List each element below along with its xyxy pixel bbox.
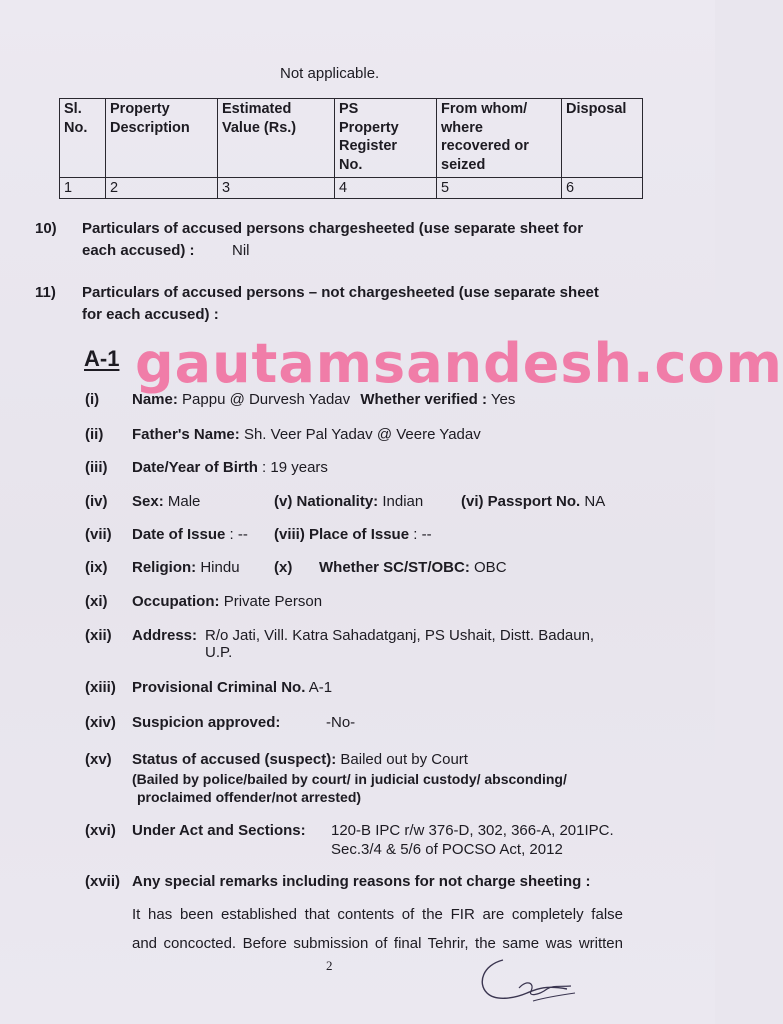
table-row bbox=[60, 178, 643, 199]
item-act-sections-line1: 120-B IPC r/w 376-D, 302, 366-A, 201IPC. bbox=[331, 822, 614, 839]
item-number: (xi) bbox=[85, 593, 108, 610]
table-cell: 4 bbox=[335, 178, 437, 199]
header-from-whom: From whom/ where recovered or seized bbox=[437, 99, 562, 178]
table-cell: 3 bbox=[218, 178, 335, 199]
header-disposal: Disposal bbox=[562, 99, 643, 178]
item-suspicion-value: -No- bbox=[326, 714, 356, 731]
section-10-label: each accused) : bbox=[82, 242, 195, 259]
item-date-of-issue: Date of Issue : -- bbox=[132, 526, 248, 543]
item-name: Name: Pappu @ Durvesh Yadav Whether verified : Yes bbox=[132, 391, 516, 408]
table-cell: 2 bbox=[106, 178, 218, 199]
item-number: (iii) bbox=[85, 459, 108, 476]
item-nationality: (v) Nationality: Indian bbox=[274, 493, 424, 510]
header-register-no: PS Property Register No. bbox=[335, 99, 437, 178]
accused-label: A-1 bbox=[84, 346, 120, 371]
section-11-number: 11) bbox=[35, 284, 56, 301]
item-religion: Religion: Hindu bbox=[132, 559, 240, 576]
item-address-line1: R/o Jati, Vill. Katra Sahadatganj, PS Ushait, Distt. Badaun, bbox=[205, 627, 595, 644]
section-11-line2: for each accused) : bbox=[82, 306, 219, 323]
section-10-number: 10) bbox=[35, 220, 57, 237]
item-date-of-birth: Date/Year of Birth : 19 years bbox=[132, 459, 328, 476]
item-number: (xvii) bbox=[85, 873, 121, 890]
item-number: (xii) bbox=[85, 627, 112, 644]
item-caste-category: Whether SC/ST/OBC: OBC bbox=[319, 559, 507, 576]
item-place-of-issue: (viii) Place of Issue : -- bbox=[274, 526, 432, 543]
item-provisional-criminal-no: Provisional Criminal No. A-1 bbox=[132, 679, 333, 696]
item-status-note-line1: (Bailed by police/bailed by court/ in judicial custody/ absconding/ bbox=[132, 771, 567, 787]
table-cell: 5 bbox=[437, 178, 562, 199]
remarks-line1: It has been established that contents of the FIR are completely false bbox=[132, 906, 623, 923]
item-number: (i) bbox=[85, 391, 100, 408]
item-occupation: Occupation: Private Person bbox=[132, 593, 323, 610]
section-10-line1: Particulars of accused persons chargesheeted (use separate sheet for bbox=[82, 220, 584, 237]
item-act-sections-label: Under Act and Sections: bbox=[132, 822, 306, 839]
section-10-value: Nil bbox=[232, 242, 250, 259]
item-number: (vii) bbox=[85, 526, 112, 543]
item-number: (ix) bbox=[85, 559, 108, 576]
table-cell: 1 bbox=[60, 178, 106, 199]
item-number: (xiii) bbox=[85, 679, 116, 696]
item-address-line2: U.P. bbox=[205, 644, 233, 661]
item-number: (xiv) bbox=[85, 714, 116, 731]
item-number: (xv) bbox=[85, 751, 112, 768]
signature bbox=[475, 955, 590, 1010]
item-number: (x) bbox=[274, 559, 293, 576]
section-11-line1: Particulars of accused persons – not chargesheeted (use separate sheet bbox=[82, 284, 599, 301]
page-number: 2 bbox=[326, 958, 333, 973]
watermark: gautamsandesh.com bbox=[135, 332, 783, 395]
property-table bbox=[59, 98, 643, 199]
table-cell: 6 bbox=[562, 178, 643, 199]
item-suspicion-label: Suspicion approved: bbox=[132, 714, 281, 731]
remarks-line2: and concocted. Before submission of final Tehrir, the same was written bbox=[132, 935, 623, 952]
header-estimated-value: Estimated Value (Rs.) bbox=[218, 99, 335, 178]
item-number: (ii) bbox=[85, 426, 104, 443]
item-special-remarks-label: Any special remarks including reasons for not charge sheeting : bbox=[132, 873, 591, 890]
item-status: Status of accused (suspect): Bailed out by Court bbox=[132, 751, 468, 768]
item-act-sections-line2: Sec.3/4 & 5/6 of POCSO Act, 2012 bbox=[331, 841, 563, 858]
item-passport: (vi) Passport No. NA bbox=[461, 493, 606, 510]
item-address-label: Address: bbox=[132, 627, 198, 644]
item-sex: Sex: Male bbox=[132, 493, 201, 510]
header-sl-no: Sl. No. bbox=[60, 99, 106, 178]
item-number: (xvi) bbox=[85, 822, 116, 839]
top-note: Not applicable. bbox=[280, 65, 380, 82]
header-property-description: Property Description bbox=[106, 99, 218, 178]
item-status-note-line2: proclaimed offender/not arrested) bbox=[137, 789, 362, 805]
table-header-row bbox=[60, 99, 643, 178]
item-number: (iv) bbox=[85, 493, 108, 510]
item-fathers-name: Father's Name: Sh. Veer Pal Yadav @ Veere Yadav bbox=[132, 426, 481, 443]
